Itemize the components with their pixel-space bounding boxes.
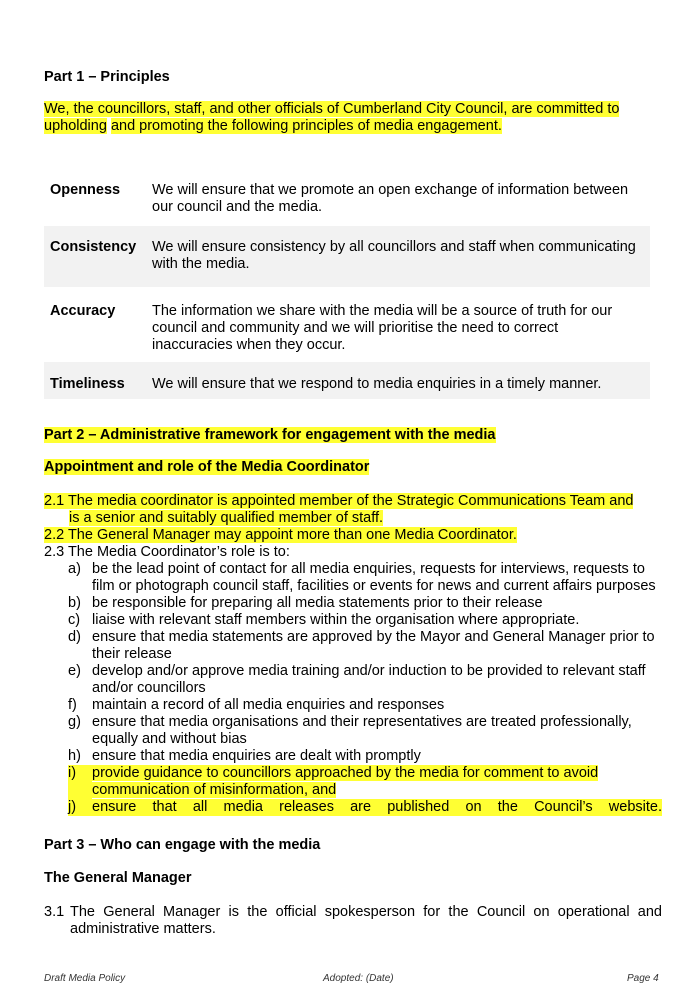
item-number: 2.3: [44, 544, 65, 560]
principle-row-consistency: [44, 226, 650, 287]
role-text: liaise with relevant staff members within the organisation where appropriate.: [92, 612, 580, 628]
role-letter: i): [68, 765, 92, 799]
principle-row-timeliness: [44, 362, 650, 399]
role-text: provide guidance to councillors approached by the media for comment to avoid communication of misinformation, and: [92, 765, 599, 798]
item-number: 2.2: [44, 527, 65, 543]
list-item-2-1: [44, 493, 662, 527]
part2-heading: [44, 427, 496, 443]
role-letter: j): [68, 799, 92, 816]
part3-subheading: The General Manager: [44, 870, 192, 886]
item-text: The media coordinator is appointed member of the Strategic Communications Team and: [67, 493, 634, 509]
part3-heading: Part 3 – Who can engage with the media: [44, 837, 321, 853]
principle-desc: The information we share with the media will be a source of truth for our council and community and we will prioritise the need to correct inaccuracies when they occur.: [152, 303, 613, 353]
part1-intro: [44, 101, 644, 135]
footer-right: Page 4: [627, 973, 659, 984]
part2-heading-text: Part 2 – Administrative framework for engagement with the media: [44, 427, 496, 443]
principle-desc: We will ensure consistency by all councillors and staff when communicating with the media.: [152, 239, 636, 272]
principles-table: [44, 170, 650, 399]
role-item-c: [44, 612, 662, 629]
role-letter: h): [68, 748, 81, 764]
item-text: The General Manager may appoint more than one Media Coordinator.: [67, 527, 517, 543]
item-text: The Media Coordinator’s role is to:: [67, 544, 290, 560]
principle-term: Timeliness: [50, 376, 125, 392]
role-item-g: [44, 714, 662, 748]
item-text-cont: is a senior and suitably qualified member of staff.: [69, 510, 384, 526]
footer-center: Adopted: (Date): [323, 973, 394, 984]
intro-line-2b: and promoting the following principles of media engagement.: [110, 118, 502, 134]
principle-term: Accuracy: [50, 303, 116, 319]
role-letter: f): [68, 697, 77, 713]
role-letter: g): [68, 714, 81, 730]
role-text: be responsible for preparing all media statements prior to their release: [92, 595, 543, 611]
principle-desc: We will ensure that we respond to media enquiries in a timely manner.: [152, 376, 602, 392]
principle-row-openness: [44, 170, 650, 226]
role-text: develop and/or approve media training and/or induction to be provided to relevant staff and/or councillors: [92, 663, 646, 696]
intro-line-1: We, the councillors, staff, and other officials of Cumberland City Council, are committed to: [44, 101, 620, 117]
part1-heading: Part 1 – Principles: [44, 69, 170, 85]
principle-term: Openness: [50, 182, 121, 198]
part2-subheading: [44, 459, 369, 475]
list-item-3-1: [44, 904, 662, 938]
role-text: maintain a record of all media enquiries and responses: [92, 697, 445, 713]
media-coordinator-list: [44, 493, 662, 816]
role-item-f: [44, 697, 662, 714]
role-letter: c): [68, 612, 81, 628]
role-letter: a): [68, 561, 81, 577]
role-text: be the lead point of contact for all media enquiries, requests for interviews, requests to film or photograph council staff, facilities or events for news and current affairs purposes: [92, 561, 656, 594]
principle-desc: We will ensure that we promote an open exchange of information between our council and the media.: [152, 182, 629, 215]
role-text-wrap: [92, 765, 662, 799]
role-text: ensure that media enquiries are dealt with promptly: [92, 748, 421, 764]
item-number: 3.1: [44, 904, 65, 920]
intro-line-2a: upholding: [44, 118, 107, 134]
list-item-2-2: [44, 527, 662, 544]
footer-left: Draft Media Policy: [44, 973, 126, 984]
role-text: ensure that media statements are approved by the Mayor and General Manager prior to their release: [92, 629, 655, 662]
role-item-a: [44, 561, 662, 595]
principle-term: Consistency: [50, 239, 137, 255]
role-item-h: [44, 748, 662, 765]
role-item-i: [44, 765, 662, 799]
role-item-b: [44, 595, 662, 612]
role-item-e: [44, 663, 662, 697]
role-letter: b): [68, 595, 81, 611]
role-item-d: [44, 629, 662, 663]
role-text: ensure that all media releases are published on the Council’s website.: [92, 799, 662, 815]
role-letter: d): [68, 629, 81, 645]
item-number: 2.1: [44, 493, 65, 509]
role-text: ensure that media organisations and their representatives are treated professionally, equally and without bias: [92, 714, 632, 747]
principle-row-accuracy: [44, 287, 650, 362]
role-letter: e): [68, 663, 81, 679]
list-item-2-3: [44, 544, 662, 561]
part2-subheading-text: Appointment and role of the Media Coordinator: [44, 459, 370, 475]
item-text: The General Manager is the official spokesperson for the Council on operational and administrative matters.: [70, 904, 662, 937]
role-item-j: [44, 799, 662, 816]
